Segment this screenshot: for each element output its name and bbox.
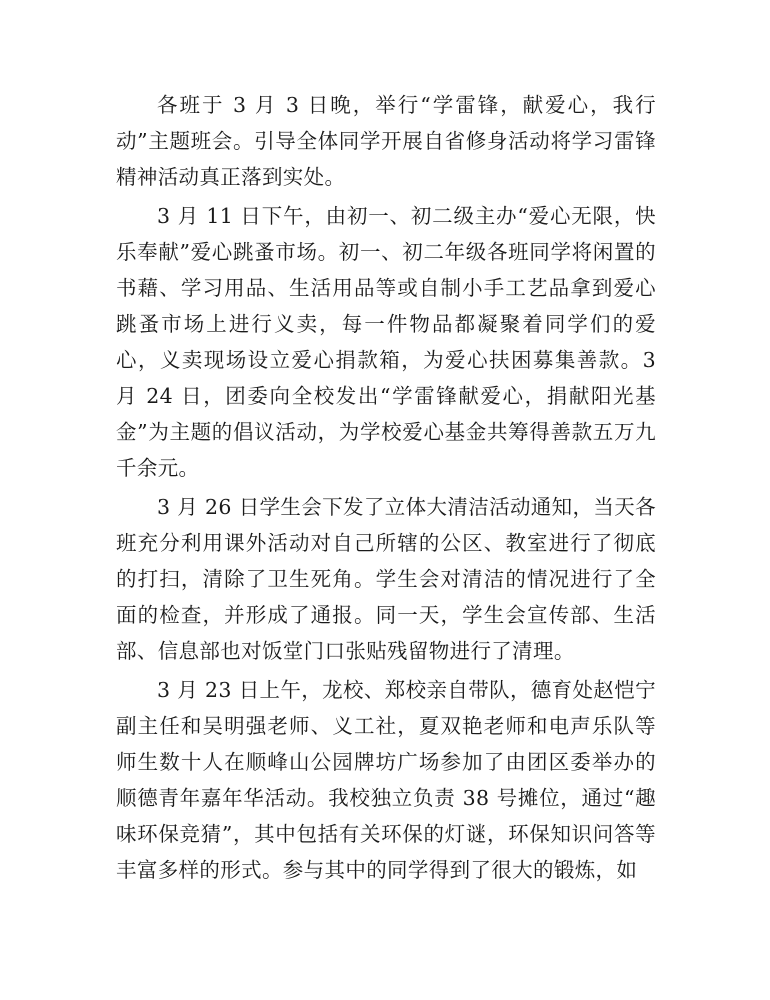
paragraph-youth-carnival: 3 月 23 日上午，龙校、郑校亲自带队，德育处赵恺宁副主任和吴明强老师、义工社，夏双艳老师和电声乐队等师生数十人在顺峰山公园牌坊广场参加了由团区委举办的顺德青年嘉年华活动。我校独立负责 38 号摊位，通过“趣味环保竞猜”，其中包括有关环保的灯谜，环保知识问答等丰富多样的形式。参与其中的同学得到了很大的锻炼，如 <box>116 678 656 882</box>
paragraph-class-meeting: 各班于 3 月 3 日晚，举行“学雷锋，献爱心，我行动”主题班会。引导全体同学开展自省修身活动将学习雷锋精神活动真正落到实处。 <box>116 93 656 189</box>
paragraph-flea-market: 3 月 11 日下午，由初一、初二级主办“爱心无限，快乐奉献”爱心跳蚤市场。初一、初二年级各班同学将闲置的书藉、学习用品、生活用品等或自制小手工艺品拿到爱心跳蚤市场上进行义卖，每一件物品都凝聚着同学们的爱心，义卖现场设立爱心捐款箱，为爱心扶困募集善款。3 月 24 日，团委向全校发出“学雷锋献爱心，捐献阳光基金”为主题的倡议活动，为学校爱心基金共筹得善款五万九千余元。 <box>116 204 656 480</box>
document-body <box>116 87 656 891</box>
paragraph-cleaning: 3 月 26 日学生会下发了立体大清洁活动通知，当天各班充分利用课外活动对自己所辖的公区、教室进行了彻底的打扫，清除了卫生死角。学生会对清洁的情况进行了全面的检查，并形成了通报。同一天，学生会宣传部、生活部、信息部也对饭堂门口张贴残留物进行了清理。 <box>116 495 656 663</box>
